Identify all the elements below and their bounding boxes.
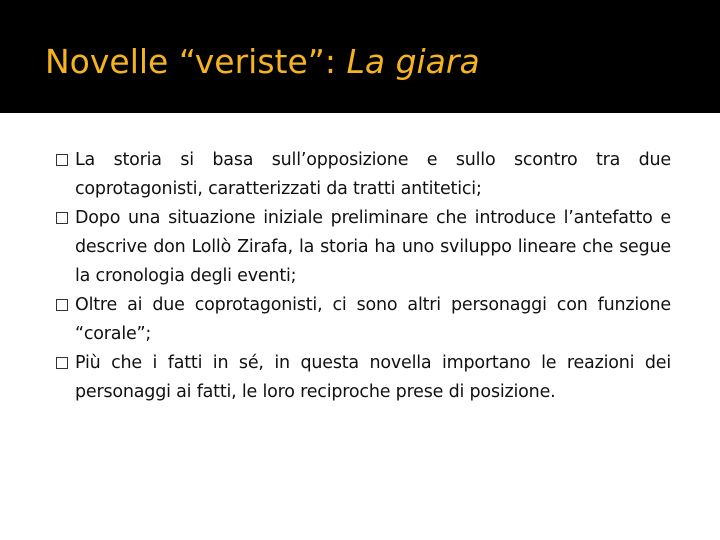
bullet-text: La storia si basa sull’opposizione e sullo scontro tra due coprotagonisti, caratterizzati da tratti antitetici; xyxy=(75,150,671,199)
bullet-item xyxy=(56,204,671,291)
square-bullet-icon xyxy=(56,357,68,369)
bullet-text: Oltre ai due coprotagonisti, ci sono altri personaggi con funzione “corale”; xyxy=(75,295,671,344)
slide-title xyxy=(45,40,480,84)
bullet-item xyxy=(56,146,671,204)
title-bar xyxy=(0,0,720,113)
bullet-item xyxy=(56,349,671,407)
slide-title-prefix: Novelle “veriste”: xyxy=(45,42,347,81)
slide-title-italic: La giara xyxy=(346,42,480,81)
square-bullet-icon xyxy=(56,212,68,224)
bullet-text: Dopo una situazione iniziale preliminare che introduce l’antefatto e descrive don Lollò Zirafa, la storia ha uno sviluppo lineare che segue la cronologia degli eventi; xyxy=(75,208,671,286)
bullet-item xyxy=(56,291,671,349)
square-bullet-icon xyxy=(56,154,68,166)
bullet-list xyxy=(56,146,671,407)
bullet-text: Più che i fatti in sé, in questa novella importano le reazioni dei personaggi ai fatti, le loro reciproche prese di posizione. xyxy=(75,353,671,402)
square-bullet-icon xyxy=(56,299,68,311)
